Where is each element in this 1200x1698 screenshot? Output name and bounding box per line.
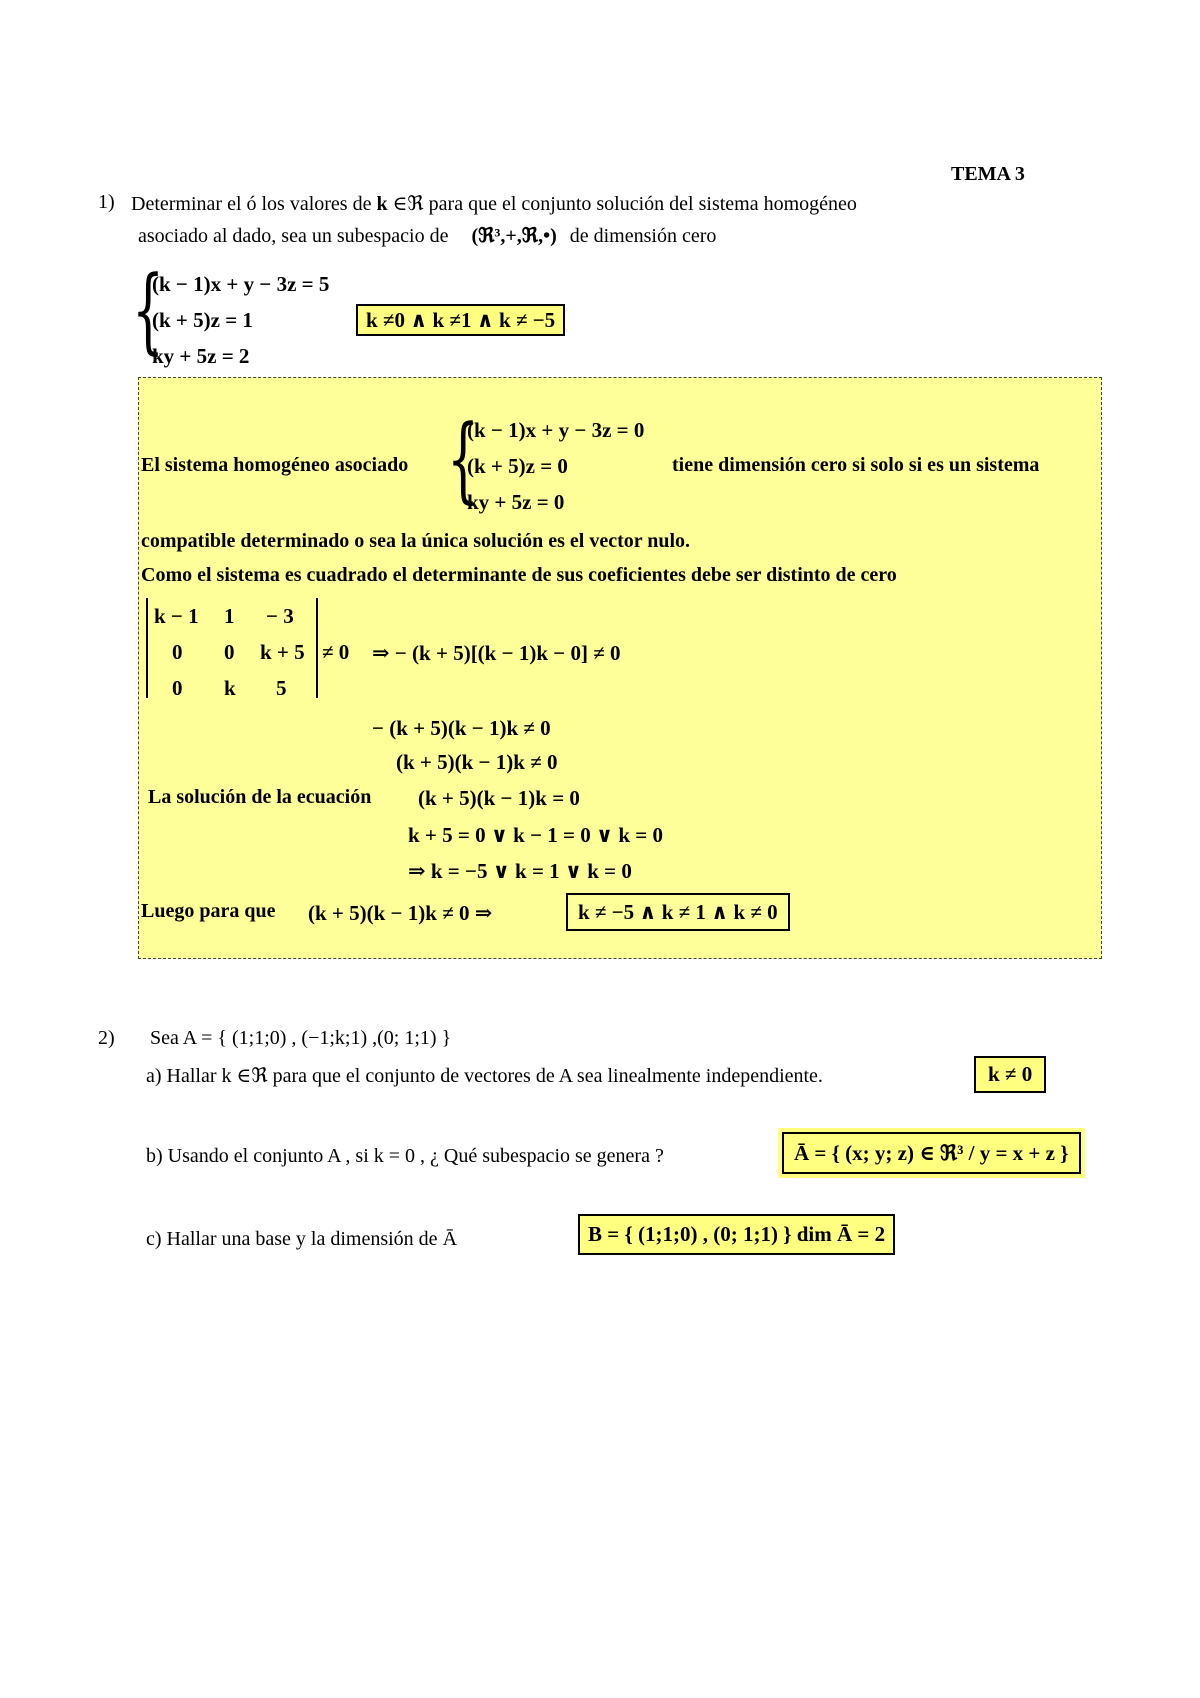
final-expression: (k + 5)(k − 1)k ≠ 0 ⇒ xyxy=(308,901,493,925)
question-2-intro: Sea A = { (1;1;0) , (−1;k;1) ,(0; 1;1) } xyxy=(150,1027,452,1049)
vector-space: (ℜ³,+,ℜ,•) xyxy=(471,225,557,247)
question-1-number: 1) xyxy=(98,191,115,213)
equation-label: La solución de la ecuación xyxy=(148,786,372,808)
system-eq-1: (k − 1)x + y − 3z = 5 xyxy=(152,272,330,296)
statement-text: asociado al dado, sea un subespacio de xyxy=(138,225,449,247)
final-label: Luego para que xyxy=(141,900,276,922)
question-2a: a) Hallar k ∈ℜ para que el conjunto de vectores de A sea linealmente independiente. xyxy=(146,1065,823,1087)
question-2-number: 2) xyxy=(98,1027,115,1049)
solution-intro-label: El sistema homogéneo asociado xyxy=(141,454,409,476)
determinant-right-bar xyxy=(316,598,318,698)
question-2b: b) Usando el conjunto A , si k = 0 , ¿ Qué subespacio se genera ? xyxy=(146,1145,664,1167)
solution-intro-tail: tiene dimensión cero si solo si es un sistema xyxy=(672,454,1040,476)
matrix-cell: 0 xyxy=(172,640,183,664)
homogeneous-system-brace: { xyxy=(447,405,480,514)
question-1-statement-line1 xyxy=(131,191,857,216)
homogeneous-eq-1: (k − 1)x + y − 3z = 0 xyxy=(467,418,645,442)
system-eq-3: ky + 5z = 2 xyxy=(152,344,250,368)
statement-text: Determinar el ó los valores de xyxy=(131,193,377,215)
matrix-cell: 1 xyxy=(224,604,235,628)
determinant-neq-zero: ≠ 0 xyxy=(322,640,350,664)
system-brace: { xyxy=(132,256,165,365)
solution-step-2: (k + 5)(k − 1)k ≠ 0 xyxy=(396,750,558,774)
system-eq-2: (k + 5)z = 1 xyxy=(152,308,253,332)
equation-roots-solved: ⇒ k = −5 ∨ k = 1 ∨ k = 0 xyxy=(408,859,632,883)
question-2c: c) Hallar una base y la dimensión de Ā xyxy=(146,1228,458,1250)
solution-compat-line: compatible determinado o sea la única solución es el vector nulo. xyxy=(141,530,691,552)
equation-roots: k + 5 = 0 ∨ k − 1 = 0 ∨ k = 0 xyxy=(408,823,663,847)
matrix-cell: 0 xyxy=(172,676,183,700)
matrix-cell: k + 5 xyxy=(260,640,305,664)
matrix-cell: 0 xyxy=(224,640,235,664)
determinant-expansion: ⇒ − (k + 5)[(k − 1)k − 0] ≠ 0 xyxy=(372,641,621,665)
final-answer-box: k ≠ −5 ∧ k ≠ 1 ∧ k ≠ 0 xyxy=(566,893,790,931)
answer-box-top: k ≠0 ∧ k ≠1 ∧ k ≠ −5 xyxy=(356,304,565,336)
statement-k: k xyxy=(376,193,388,215)
answer-2c-box: B = { (1;1;0) , (0; 1;1) } dim Ā = 2 xyxy=(578,1214,895,1255)
answer-2a-box: k ≠ 0 xyxy=(974,1056,1046,1093)
statement-text: de dimensión cero xyxy=(569,225,717,247)
equation: (k + 5)(k − 1)k = 0 xyxy=(418,786,580,810)
matrix-cell: k xyxy=(224,676,236,700)
matrix-cell: − 3 xyxy=(266,604,294,628)
solution-square-line: Como el sistema es cuadrado el determinante de sus coeficientes debe ser distinto de cero xyxy=(141,564,897,586)
question-1-statement-line2 xyxy=(138,223,716,248)
determinant-left-bar xyxy=(146,598,148,698)
solution-step-1: − (k + 5)(k − 1)k ≠ 0 xyxy=(372,716,551,740)
statement-text: ∈ℜ para que el conjunto solución del sistema homogéneo xyxy=(387,193,857,215)
homogeneous-eq-3: ky + 5z = 0 xyxy=(467,490,565,514)
homogeneous-eq-2: (k + 5)z = 0 xyxy=(467,454,568,478)
matrix-cell: k − 1 xyxy=(154,604,199,628)
answer-2b-box: Ā = { (x; y; z) ∈ ℜ³ / y = x + z } xyxy=(782,1132,1081,1174)
matrix-cell: 5 xyxy=(276,676,287,700)
page-title: TEMA 3 xyxy=(951,163,1025,185)
